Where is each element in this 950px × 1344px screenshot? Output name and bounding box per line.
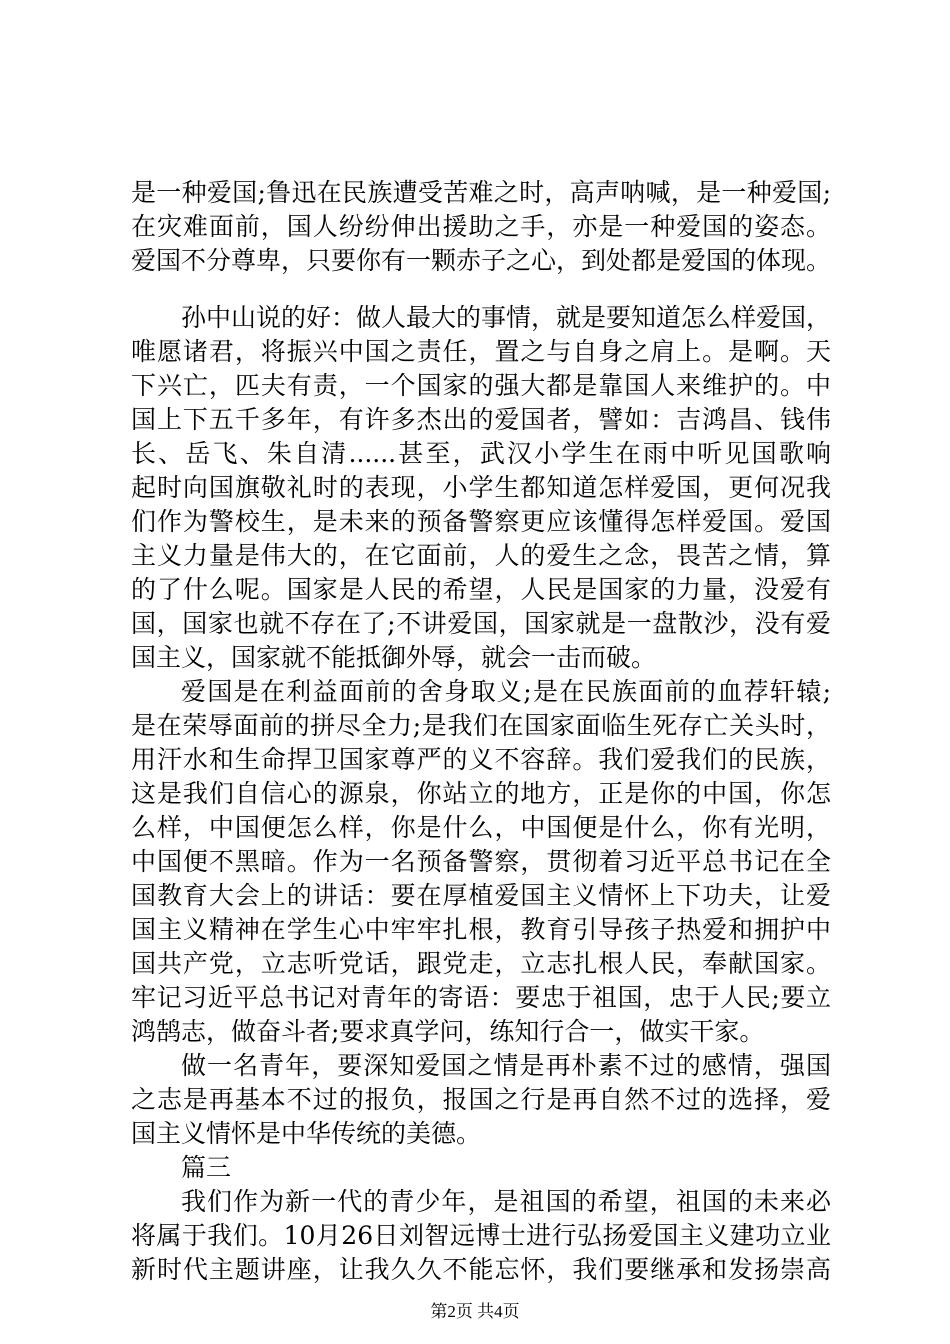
text-line: 么样，中国便怎么样，你是什么，中国便是什么，你有光明， bbox=[131, 813, 831, 842]
text-line: 长、岳飞、朱自清......甚至，武汉小学生在雨中听见国歌响 bbox=[131, 439, 831, 468]
text-line: 国，国家也就不存在了;不讲爱国，国家就是一盘散沙，没有爱 bbox=[131, 609, 831, 638]
text-line: 将属于我们。10月26日刘智远博士进行弘扬爱国主义建功立业 bbox=[131, 1221, 831, 1250]
text-line: 之志是再基本不过的报负，报国之行是再自然不过的选择，爱 bbox=[131, 1085, 831, 1114]
text-line: 国主义精神在学生心中牢牢扎根，教育引导孩子热爱和拥护中 bbox=[131, 915, 831, 944]
text-line: 国主义，国家就不能抵御外辱，就会一击而破。 bbox=[131, 643, 657, 672]
text-line: 国教育大会上的讲话：要在厚植爱国主义情怀上下功夫，让爱 bbox=[131, 881, 831, 910]
section-heading: 篇三 bbox=[181, 1153, 232, 1182]
text-line: 在灾难面前，国人纷纷伸出援助之手，亦是一种爱国的姿态。 bbox=[131, 212, 831, 241]
text-line: 国共产党，立志听党话，跟党走，立志扎根人民，奉献国家。 bbox=[131, 949, 831, 978]
text-line: 主义力量是伟大的，在它面前，人的爱生之念，畏苦之情，算 bbox=[131, 541, 831, 570]
text-line: 是在荣辱面前的拼尽全力;是我们在国家面临生死存亡关头时， bbox=[131, 711, 831, 740]
text-line: 做一名青年，要深知爱国之情是再朴素不过的感情，强国 bbox=[181, 1051, 831, 1080]
text-line: 新时代主题讲座，让我久久不能忘怀，我们要继承和发扬崇高 bbox=[131, 1255, 831, 1284]
text-line: 国主义情怀是中华传统的美德。 bbox=[131, 1119, 482, 1148]
text-line: 下兴亡，匹夫有责，一个国家的强大都是靠国人来维护的。中 bbox=[131, 371, 831, 400]
text-line: 牢记习近平总书记对青年的寄语：要忠于祖国，忠于人民;要立 bbox=[131, 983, 831, 1012]
text-line: 唯愿诸君，将振兴中国之责任，置之与自身之肩上。是啊。天 bbox=[131, 337, 831, 366]
text-line: 用汗水和生命捍卫国家尊严的义不容辞。我们爱我们的民族， bbox=[131, 745, 831, 774]
text-line: 鸿鹄志，做奋斗者;要求真学问，练知行合一，做实干家。 bbox=[131, 1017, 765, 1046]
page-footer: 第2页 共4页 bbox=[430, 1302, 520, 1321]
text-line: 们作为警校生，是未来的预备警察更应该懂得怎样爱国。爱国 bbox=[131, 507, 831, 536]
text-line: 孙中山说的好：做人最大的事情，就是要知道怎么样爱国， bbox=[181, 303, 831, 332]
text-line: 是一种爱国;鲁迅在民族遭受苦难之时，高声呐喊，是一种爱国; bbox=[131, 178, 831, 207]
text-line: 国上下五千多年，有许多杰出的爱国者，譬如：吉鸿昌、钱伟 bbox=[131, 405, 831, 434]
text-line: 我们作为新一代的青少年，是祖国的希望，祖国的未来必 bbox=[181, 1187, 831, 1216]
text-line: 中国便不黑暗。作为一名预备警察，贯彻着习近平总书记在全 bbox=[131, 847, 831, 876]
text-line: 的了什么呢。国家是人民的希望，人民是国家的力量，没爱有 bbox=[131, 575, 831, 604]
text-line: 爱国是在利益面前的舍身取义;是在民族面前的血荐轩辕; bbox=[181, 677, 831, 706]
text-line: 这是我们自信心的源泉，你站立的地方，正是你的中国，你怎 bbox=[131, 779, 831, 808]
text-line: 起时向国旗敬礼时的表现，小学生都知道怎样爱国，更何况我 bbox=[131, 473, 831, 502]
text-line: 爱国不分尊卑，只要你有一颗赤子之心，到处都是爱国的体现。 bbox=[131, 246, 831, 275]
